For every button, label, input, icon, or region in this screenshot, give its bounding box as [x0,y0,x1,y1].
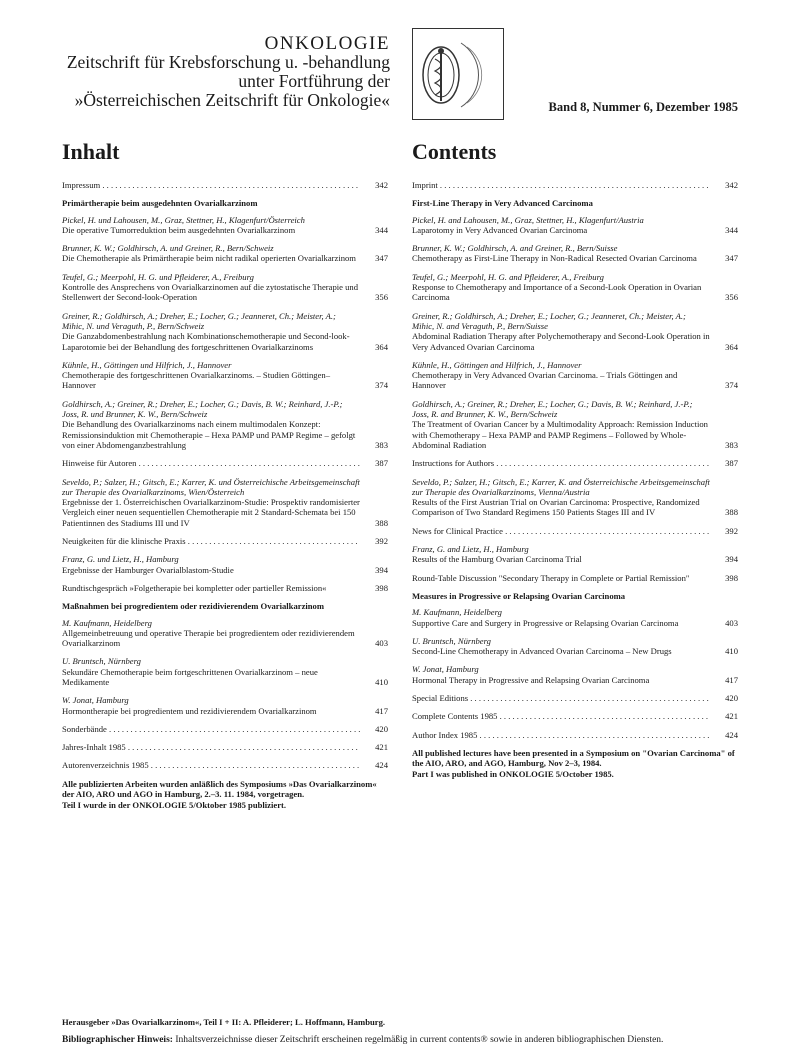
section-heading: First-Line Therapy in Very Advanced Carcinoma [412,198,593,209]
toc-entry-autorenverzeichnis[interactable]: Autorenverzeichnis 1985 . . . 424 [62,760,388,770]
issue-info: Band 8, Nummer 6, Dezember 1985 [548,100,738,114]
toc-entry-jahres-inhalt[interactable]: Jahres-Inhalt 1985 . . . 421 [62,742,388,752]
toc-entry[interactable]: Greiner, R.; Goldhirsch, A.; Dreher, E.; Locher, G.; Jeanneret, Ch.; Meister, A.; Mihic, N. und Veraguth, P., Bern/Schweiz Die Ganzabdomenbestrahlung nach Kombinationschemotherapie und Second-look-Laparotomie bei der Behandlung des fortgeschrittenen Ovarialkarzinoms 364 [62,310,388,352]
toc-entry[interactable]: Teufel, G.; Meerpohl, H. G. und Pfleiderer, A., Freiburg Kontrolle des Ansprechens von Ovarialkarzinomen auf die zytostatische Therapie und Stellenwert der Second-look-Operation 356 [62,271,388,303]
toc-entry[interactable]: Kühnle, H., Göttingen und Hilfrich, J., Hannover Chemotherapie des fortgeschrittenen Ovarialkarzinoms. – Studien Göttingen–Hannover 374 [62,359,388,391]
toc-entry-complete-contents[interactable]: Complete Contents 1985 . . . 421 [412,711,738,721]
toc-entry-impressum[interactable]: Impressum . . . 342 [62,180,388,190]
toc-entry-rundtisch[interactable]: Rundtischgespräch »Folgetherapie bei kompletter oder partieller Remission« 398 [62,582,388,593]
section-heading: Primärtherapie beim ausgedehnten Ovarialkarzinom [62,198,258,209]
journal-title: ONKOLOGIE [264,33,390,54]
toc-entry[interactable]: Goldhirsch, A.; Greiner, R.; Dreher, E.; Locher, G.; Davis, B. W.; Reinhard, J.-P.; Joss, R. and Brunner, K. W., Bern/Schweiz The Treatment of Ovarian Cancer by a Multimodality Approach: Remission Induction with Chemotherapy – Hexa PAMP and PAMP Regimens – Followed by Whole-Abdominal Radiation 383 [412,398,738,450]
journal-header [60,34,390,110]
toc-entry[interactable]: Seveldo, P.; Salzer, H.; Gitsch, E.; Karrer, K. and Österreichische Arbeitsgemeinschaft zur Therapie des Ovarialkarzinoms, Vienna/Austria Results of the First Austrian Trial on Ovarian Carcinoma: Prospective, Randomized Comparison of Two Standard Regimens 150 Patients Stages III and IV 388 [412,476,738,518]
toc-entry-news[interactable]: News for Clinical Practice . . . 392 [412,526,738,536]
toc-entry-round-table[interactable]: Round-Table Discussion "Secondary Therapy in Complete or Partial Remission" 398 [412,572,738,583]
journal-logo [412,28,504,120]
toc-entry[interactable]: Franz, G. und Lietz, H., Hamburg Ergebnisse der Hamburger Ovarialblastom-Studie 394 [62,554,388,575]
toc-entry[interactable]: Teufel, G.; Meerpohl, H. G. and Pfleiderer, A., Freiburg Response to Chemotherapy and Importance of a Second-Look Operation in Ovarian Carcinoma 356 [412,271,738,303]
section-heading: Maßnahmen bei progredientem oder rezidivierendem Ovarialkarzinom [62,601,325,612]
toc-entry[interactable]: W. Jonat, Hamburg Hormonal Therapy in Progressive and Relapsing Ovarian Carcinoma 417 [412,664,738,685]
toc-entry[interactable]: Kühnle, H., Göttingen and Hilfrich, J., Hannover Chemotherapy in Very Advanced Ovarian Carcinoma. – Trials Göttingen and Hannover 374 [412,359,738,391]
toc-entry-hinweise[interactable]: Hinweise für Autoren . . . 387 [62,458,388,468]
bibliographic-note: Bibliographischer Hinweis: Inhaltsverzeichnisse dieser Zeitschrift erscheinen regelmäßig in current contents® sowie in anderen bibliographischen Diensten. [62,1035,664,1045]
toc-entry-neuigkeiten[interactable]: Neuigkeiten für die klinische Praxis . . . 392 [62,536,388,546]
heading-contents: Contents [412,139,497,164]
contents-german [62,140,388,810]
toc-entry[interactable]: M. Kaufmann, Heidelberg Supportive Care and Surgery in Progressive or Relapsing Ovarian Carcinoma 403 [412,607,738,628]
toc-entry-instructions[interactable]: Instructions for Authors . . . 387 [412,458,738,468]
toc-entry[interactable]: U. Bruntsch, Nürnberg Sekundäre Chemotherapie beim fortgeschrittenen Ovarialkarzinom – neue Medikamente 410 [62,656,388,687]
symposium-note: All published lectures have been presented in a Symposium on "Ovarian Carcinoma" of the AIO, ARO, and AGO, Hamburg, Nov 2–3, 1984. Part I was published in ONKOLOGIE 5/October 1985. [412,747,735,779]
journal-subtitle-2: unter Fortführung der [238,71,390,91]
journal-subtitle-3: »Österreichischen Zeitschrift für Onkologie« [74,90,390,110]
toc-entry-sonderbaende[interactable]: Sonderbände . . . 420 [62,724,388,734]
toc-entry[interactable]: Goldhirsch, A.; Greiner, R.; Dreher, E.; Locher, G.; Davis, B. W.; Reinhard, J.-P.; Joss, R. und Brunner, K. W., Bern/Schweiz Die Behandlung des Ovarialkarzinoms nach einem multimodalen Konzept: Remissionsinduktion mit Chemotherapie – Hexa PAMP und PAMP Regime – gefolgt von einer Abdomenganzbestrahlung 383 [62,398,388,450]
caduceus-emblem-icon [413,29,503,119]
toc-entry[interactable]: W. Jonat, Hamburg Hormontherapie bei progredientem und rezidivierendem Ovarialkarzinom 417 [62,695,388,716]
editors-line: Herausgeber »Das Ovarialkarzinom«, Teil I + II: A. Pfleiderer; L. Hoffmann, Hamburg. [62,1017,386,1027]
toc-entry[interactable]: U. Bruntsch, Nürnberg Second-Line Chemotherapy in Advanced Ovarian Carcinoma – New Drugs 410 [412,635,738,657]
journal-subtitle-1: Zeitschrift für Krebsforschung u. -behandlung [66,52,390,72]
toc-entry[interactable]: Pickel, H. und Lahousen, M., Graz, Stettner, H., Klagenfurt/Österreich Die operative Tumorreduktion beim ausgedehnten Ovarialkarzinom 344 [62,214,388,235]
toc-entry-special-editions[interactable]: Special Editions . . . 420 [412,693,738,703]
toc-entry[interactable]: Brunner, K. W.; Goldhirsch, A. und Greiner, R., Bern/Schweiz Die Chemotherapie als Primärtherapie beim nicht radikal operierten Ovarialkarzinom 347 [62,243,388,264]
section-heading: Measures in Progressive or Relapsing Ovarian Carcinoma [412,590,626,601]
toc-entry[interactable]: Greiner, R.; Goldhirsch, A.; Dreher, E.; Locher, G.; Jeanneret, Ch.; Meister, A.; Mihic, N. and Veraguth, P., Bern/Suisse Abdominal Radiation Therapy after Polychemotherapy and Second-Look Operation in Very Advanced Ovarian Carcinoma 364 [412,310,738,352]
toc-entry-author-index[interactable]: Author Index 1985 . . . 424 [412,730,738,740]
symposium-note: Alle publizierten Arbeiten wurden anläßlich des Symposiums »Das Ovarialkarzinom« der AIO, ARO und AGO in Hamburg, 2.–3. 11. 1984, vorgetragen. Teil I wurde in der ONKOLOGIE 5/Oktober 1985 publiziert. [62,778,377,810]
toc-entry[interactable]: Seveldo, P.; Salzer, H.; Gitsch, E.; Karrer, K. und Österreichische Arbeitsgemeinschaft zur Therapie des Ovarialkarzinoms, Wien/Österreich Ergebnisse der 1. Österreichischen Ovarialkarzinom-Studie: Prospektiv randomisierter Vergleich einer neuen sequentiellen Chemotherapie mit 2 Standard-Schemata bei 150 Patientinnen des Stadiums III und IV 388 [62,476,388,528]
toc-entry[interactable]: Brunner, K. W.; Goldhirsch, A. and Greiner, R., Bern/Suisse Chemotherapy as First-Line Therapy in Non-Radical Resected Ovarian Carcinoma 347 [412,243,738,264]
toc-entry[interactable]: M. Kaufmann, Heidelberg Allgemeinbetreuung und operative Therapie bei progredientem oder rezidivierendem Ovarialkarzinom 403 [62,617,388,649]
toc-entry[interactable]: Franz, G. and Lietz, H., Hamburg Results of the Hamburg Ovarian Carcinoma Trial 394 [412,544,738,565]
contents-english [412,140,738,779]
toc-entry[interactable]: Pickel, H. and Lahousen, M., Graz, Stettner, H., Klagenfurt/Austria Laparotomy in Very Advanced Ovarian Carcinoma 344 [412,214,738,235]
heading-inhalt: Inhalt [62,139,120,164]
toc-entry-imprint[interactable]: Imprint . . . 342 [412,180,738,190]
